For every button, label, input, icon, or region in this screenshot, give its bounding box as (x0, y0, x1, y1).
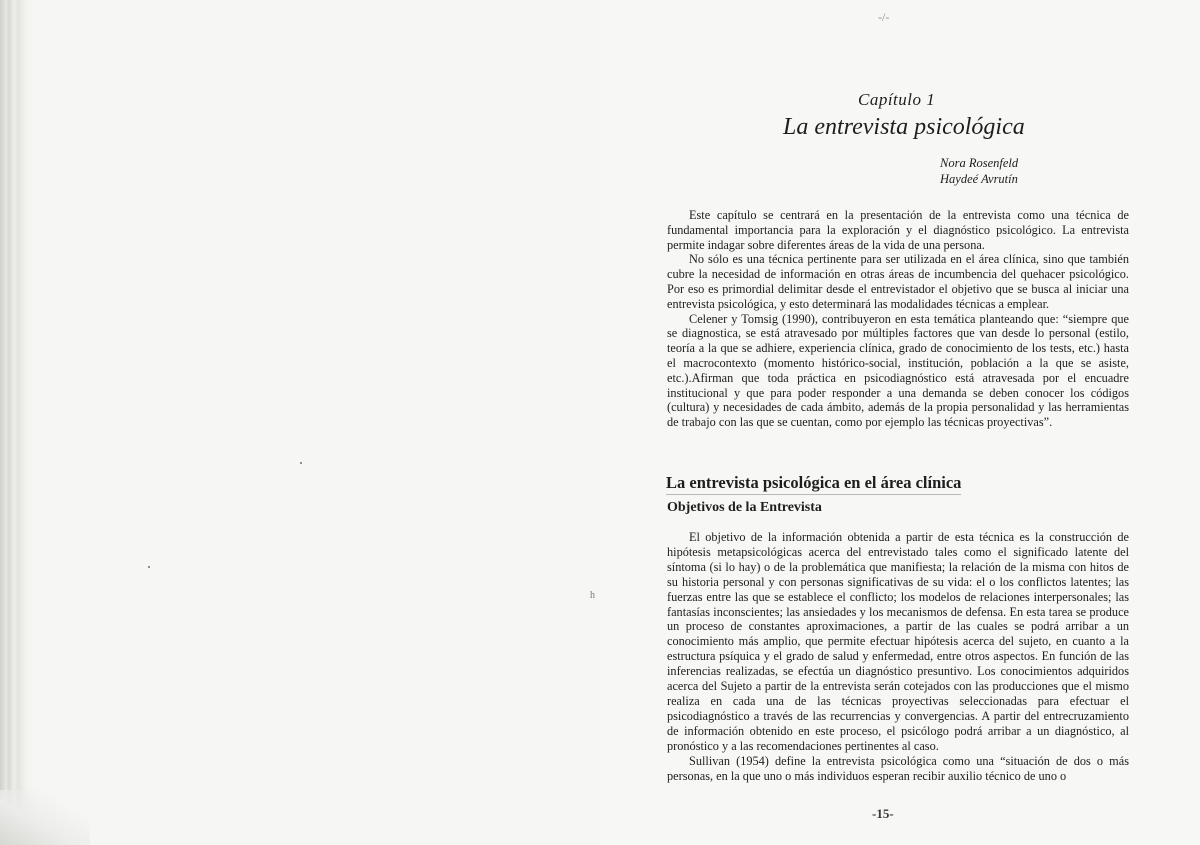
section-heading: La entrevista psicológica en el área clínica (666, 473, 961, 495)
scan-speck (300, 462, 302, 464)
author-name: Haydeé Avrutín (940, 172, 1018, 186)
paragraph: Este capítulo se centrará en la presentación de la entrevista como una técnica de fundamental importancia para la exploración y el diagnóstico psicológico. La entrevista permite indagar sobre diferentes áreas de la vida de una persona. (667, 208, 1129, 252)
right-page (600, 0, 1200, 845)
paragraph: Sullivan (1954) define la entrevista psicológica como una “situación de dos o más personas, en la que uno o más individuos esperan recibir auxilio técnico de uno o (667, 753, 1129, 783)
paragraph: Celener y Tomsig (1990), contribuyeron en esta temática planteando que: “siempre que se diagnostica, se está atravesado por múltiples factores que van desde lo personal (estilo, teoría a la que se adhiere, experiencia clínica, grado de conocimiento de los tests, etc.) hasta el macrocontexto (momento histórico-social, institución, población a la que se asiste, etc.).Afirman que toda práctica en psicodiagnóstico está atravesada por el encuadre institucional y que para poder responder a una demanda se deben conocer los códigos (cultura) y necesidades de cada ámbito, además de la propia personalidad y las herramientas de trabajo con las que se cuentan, como por ejemplo las técnicas proyectivas”. (667, 311, 1129, 430)
paragraph: El objetivo de la información obtenida a partir de esta técnica es la construcción de hipótesis metapsicológicas acerca del entrevistado tales como el significado latente del síntoma (si lo hay) o de la problemática que manifiesta; la relación de la misma con hitos de su historia personal y con personas significativas de su vida: el o los conflictos latentes; las fuerzas entre las que se establece el conflicto; los modelos de relaciones interpersonales; las fantasías inconscientes; las ansiedades y los mecanismos de defensa. En esta tarea se produce un proceso de constantes aproximaciones, a partir de las cuales se podrá arribar a un conocimiento más amplio, que permite efectuar hipótesis acerca del sujeto, en cuanto a la estructura psíquica y el grado de salud y enfermedad, entre otros aspectos. En función de las inferencias realizadas, se efectúa un diagnóstico presuntivo. Los conocimientos adquiridos acerca del Sujeto a partir de la entrevista serán cotejados con las producciones que el mismo realiza en cada una de las técnicas proyectivas seleccionadas para efectuar el psicodiagnóstico a través de las recurrencias y convergencias. A partir del entrecruzamiento de información obtenido en este proceso, el psicólogo podrá arribar a un diagnóstico, al pronóstico y a las recomendaciones pertinentes al caso. (667, 530, 1129, 753)
scan-speck (148, 566, 150, 568)
page-corner-shadow (0, 790, 90, 845)
page-number: -15- (872, 806, 894, 821)
author-name: Nora Rosenfeld (940, 156, 1019, 170)
paragraph: No sólo es una técnica pertinente para ser utilizada en el área clínica, sino que también cubre la necesidad de información en otras áreas de incumbencia del quehacer psicológico. Por eso es primordial delimitar desde el entrevistador el objetivo que se busca al iniciar una entrevista psicológica, y esto determinará las modalidades técnicas a emplear. (667, 252, 1129, 311)
chapter-title: La entrevista psicológica (783, 114, 1025, 140)
intro-text (667, 208, 1129, 430)
page-ornament: -/- (878, 10, 890, 24)
page-edge-shadow (0, 0, 34, 845)
author-list (940, 155, 1019, 187)
margin-mark: h (590, 590, 595, 601)
chapter-label: Capítulo 1 (858, 90, 936, 109)
objectives-text (667, 530, 1129, 783)
sub-heading: Objetivos de la Entrevista (667, 500, 822, 515)
